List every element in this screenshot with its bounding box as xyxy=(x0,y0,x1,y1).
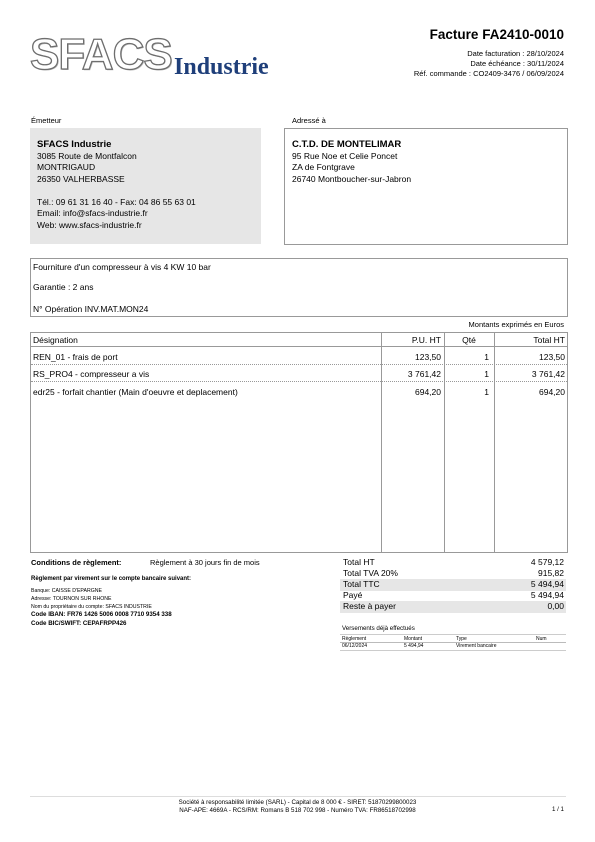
row-designation: RS_PRO4 - compresseur a vis xyxy=(33,369,150,379)
total-label: Payé xyxy=(343,590,363,600)
ref-commande: Réf. commande : CO2409-3476 / 06/09/2024 xyxy=(413,69,564,78)
bank-banque: Banque: CAISSE D'EPARGNE xyxy=(31,588,102,594)
row-total: 123,50 xyxy=(539,352,565,362)
row-total: 694,20 xyxy=(539,387,565,397)
page-number: 1 / 1 xyxy=(551,806,564,813)
versement-montant: 5 494,94 xyxy=(404,643,424,649)
currency-note: Montants exprimés en Euros xyxy=(468,320,564,329)
emetteur-address2: MONTRIGAUD xyxy=(37,162,96,172)
description-line1: Fourniture d'un compresseur à vis 4 KW 10 bar xyxy=(33,262,211,272)
adresse-name: C.T.D. DE MONTELIMAR xyxy=(292,139,402,150)
items-table xyxy=(30,332,568,553)
adresse-address3: 26740 Montboucher-sur-Jabron xyxy=(292,173,412,184)
total-label: Total TVA 20% xyxy=(343,568,398,578)
logo-brand: SFACS xyxy=(30,30,172,79)
row-designation: REN_01 - frais de port xyxy=(33,352,118,362)
conditions-label: Conditions de règlement: xyxy=(31,558,122,567)
description-box xyxy=(30,258,568,317)
versements-header-num: Num xyxy=(536,636,547,642)
emetteur-label: Émetteur xyxy=(31,116,62,125)
row-total: 3 761,42 xyxy=(531,369,565,379)
adresse-details xyxy=(292,139,411,185)
date-echeance: Date échéance : 30/11/2024 xyxy=(470,59,564,68)
footer-legal-line2: NAF-APE: 4669A - RCS/RM: Romans B 518 702 998 - Numéro TVA: FR86518702998 xyxy=(179,807,416,814)
emetteur-web[interactable]: Web: www.sfacs-industrie.fr xyxy=(37,219,142,230)
emetteur-tel: Tél.: 09 61 31 16 40 - Fax: 04 86 55 63 01 xyxy=(37,196,196,207)
reste-a-payer-row xyxy=(340,601,566,613)
adresse-address1: 95 Rue Noe et Celie Poncet xyxy=(292,150,398,161)
total-value: 4 579,12 xyxy=(530,557,564,567)
emetteur-name: SFACS Industrie xyxy=(37,139,112,150)
emetteur-email[interactable]: Email: info@sfacs-industrie.fr xyxy=(37,208,148,218)
total-label: Reste à payer xyxy=(343,601,396,611)
emetteur-details xyxy=(37,139,196,231)
footer-legal-line1: Société à responsabilité limitée (SARL) - Capital de 8 000 € - SIRET: 51870299800023 xyxy=(178,799,417,806)
total-label: Total TTC xyxy=(343,579,380,589)
bank-iban: Code IBAN: FR76 1426 5006 0008 7710 9354 338 xyxy=(31,611,172,618)
row-qty: 1 xyxy=(484,387,489,397)
description-line2: Garantie : 2 ans xyxy=(33,282,94,292)
versement-type: Virement bancaire xyxy=(456,643,497,649)
bank-heading: Règlement par virement sur le compte bancaire suivant: xyxy=(31,576,192,582)
versements-header-montant: Montant xyxy=(404,636,423,642)
row-qty: 1 xyxy=(484,352,489,362)
bank-adresse: Adresse: TOURNON SUR RHONE xyxy=(31,596,112,602)
row-pu: 3 761,42 xyxy=(407,369,441,379)
bank-bic: Code BIC/SWIFT: CEPAFRPP426 xyxy=(31,620,127,627)
header-qty: Qté xyxy=(462,335,476,345)
total-ht-row xyxy=(340,557,566,569)
emetteur-address3: 26350 VALHERBASSE xyxy=(37,173,125,184)
description-line3: N° Opération INV.MAT.MON24 xyxy=(33,304,149,314)
total-label: Total HT xyxy=(343,557,375,567)
header-total: Total HT xyxy=(533,335,565,345)
adresse-address2: ZA de Fontgrave xyxy=(292,162,355,172)
emetteur-address1: 3085 Route de Montfalcon xyxy=(37,150,137,161)
total-value: 5 494,94 xyxy=(530,579,564,589)
row-pu: 123,50 xyxy=(415,352,441,362)
invoice-title: Facture FA2410-0010 xyxy=(429,27,564,42)
total-ttc-row xyxy=(340,579,566,591)
total-paye-row xyxy=(340,590,566,602)
adresse-label: Adressé à xyxy=(292,116,326,125)
versements-header-reglement: Règlement xyxy=(342,636,367,642)
total-value: 5 494,94 xyxy=(530,590,564,600)
versements-title: Versements déjà effectués xyxy=(342,625,415,632)
row-designation: edr25 - forfait chantier (Main d'oeuvre et deplacement) xyxy=(33,387,238,397)
conditions-value: Règlement à 30 jours fin de mois xyxy=(150,558,260,567)
total-value: 0,00 xyxy=(547,601,564,611)
date-facturation: Date facturation : 28/10/2024 xyxy=(467,49,564,58)
total-tva-row xyxy=(340,568,566,580)
row-qty: 1 xyxy=(484,369,489,379)
versements-header-type: Type xyxy=(456,636,467,642)
row-pu: 694,20 xyxy=(415,387,441,397)
bank-proprietaire: Nom du propriétaire du compte: SFACS INDUSTRIE xyxy=(31,604,152,610)
total-value: 915,82 xyxy=(538,568,564,578)
versement-reglement: 06/12/2024 xyxy=(342,643,368,649)
header-designation: Désignation xyxy=(33,335,78,345)
logo-suffix: Industrie xyxy=(174,54,269,80)
header-pu: P.U. HT xyxy=(411,335,441,345)
